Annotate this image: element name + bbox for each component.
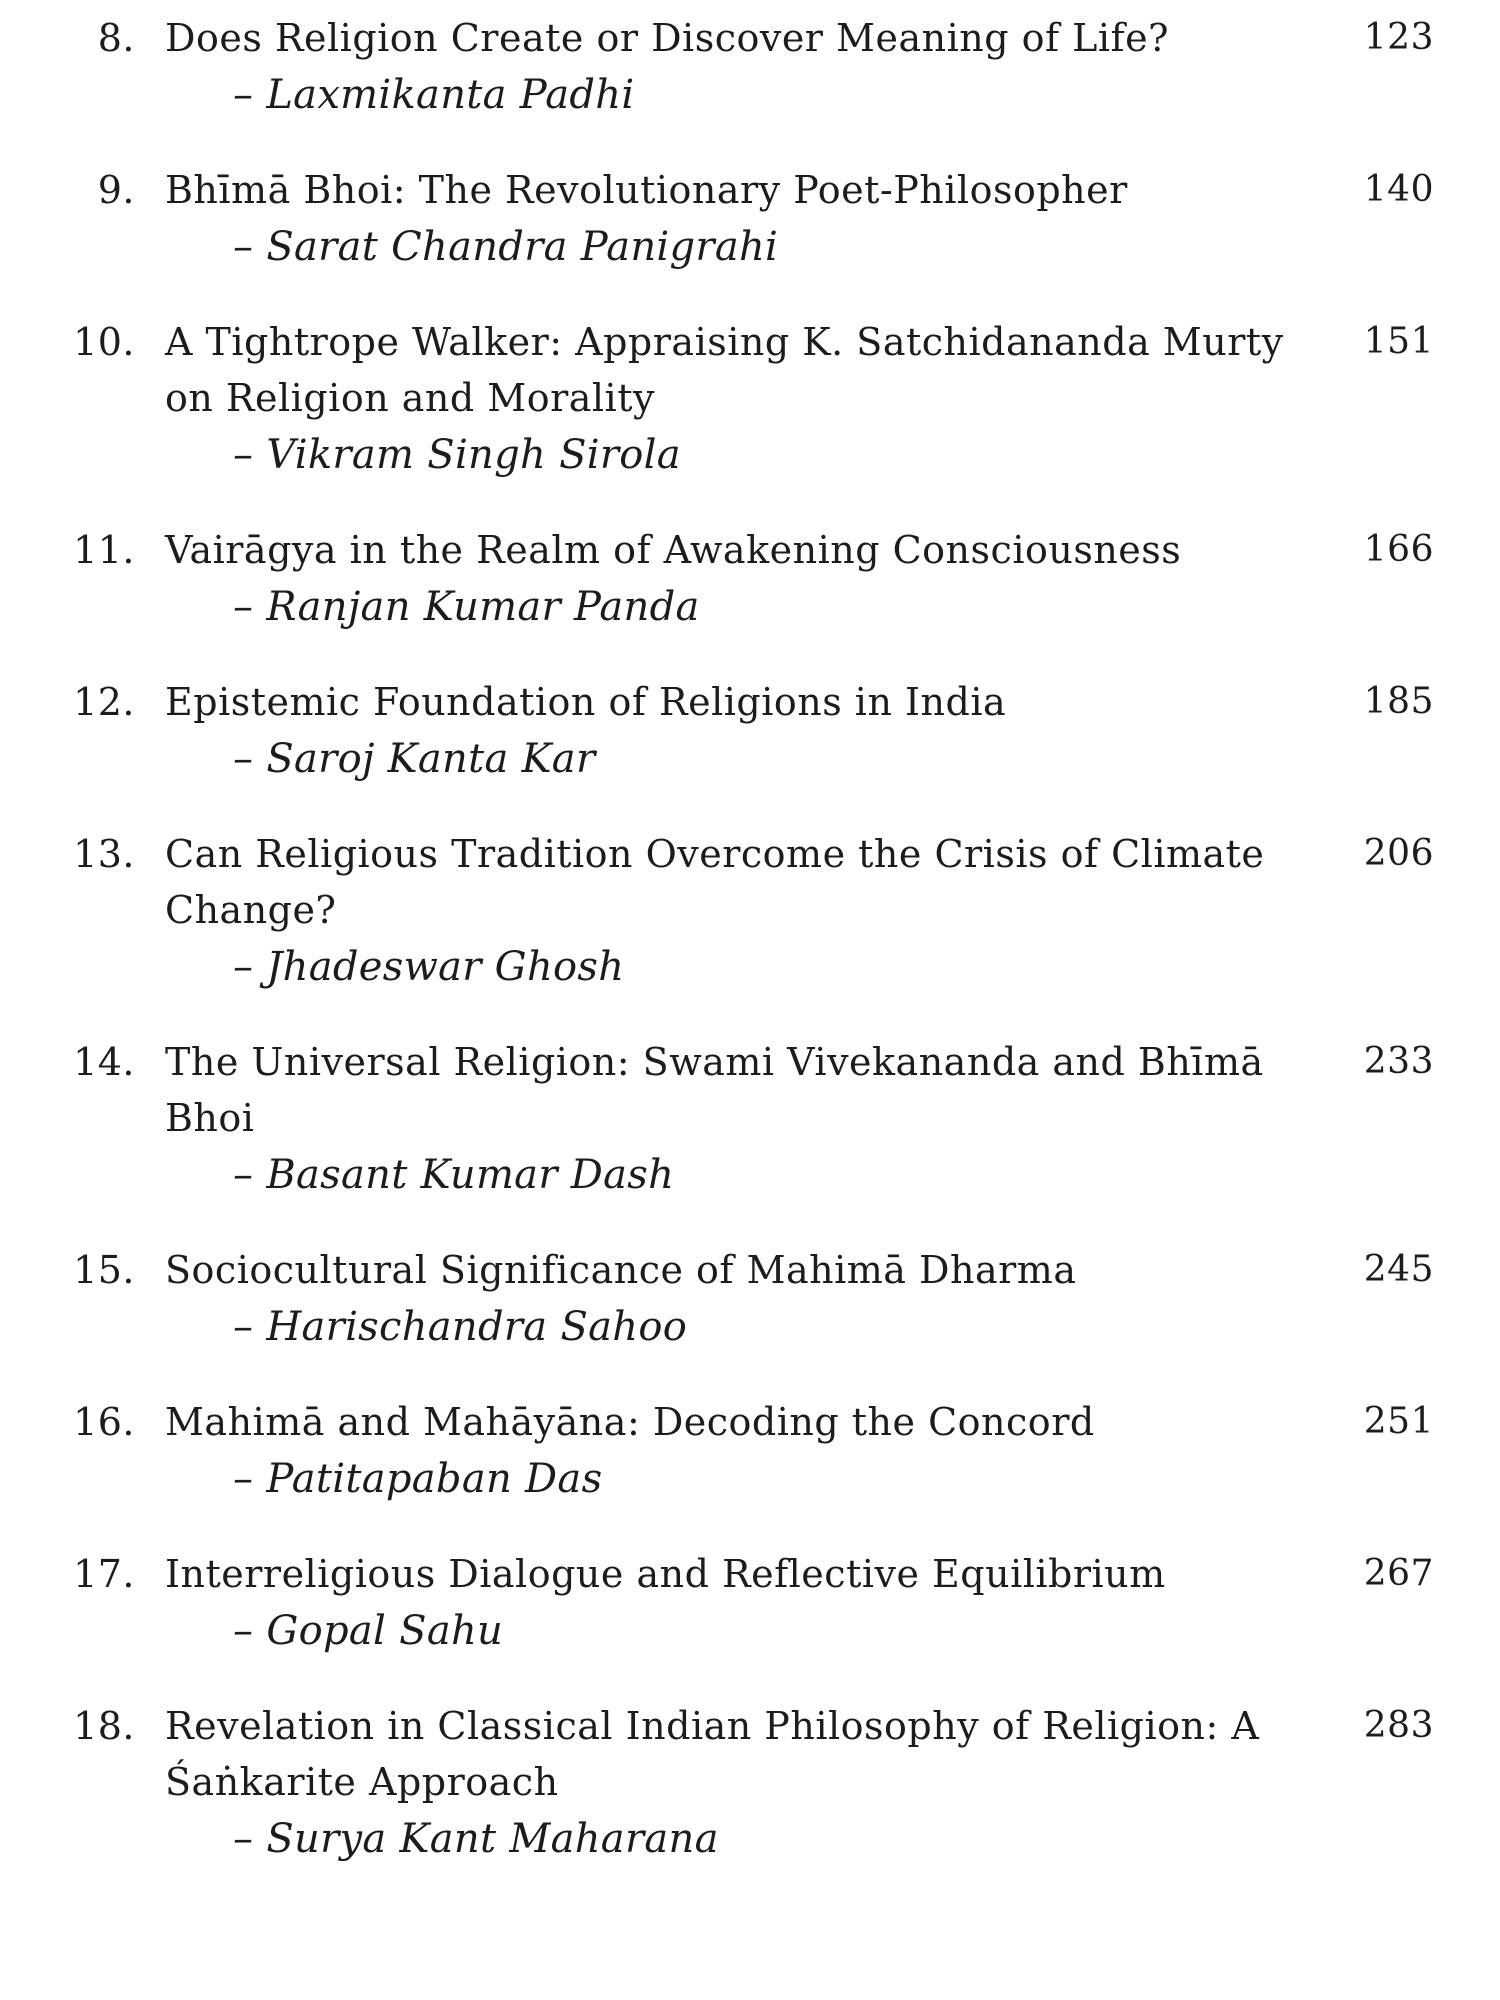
entry-number: 16. xyxy=(73,1400,135,1444)
entry-number: 17. xyxy=(73,1552,135,1596)
entry-body xyxy=(165,1394,1295,1508)
entry-body xyxy=(165,1546,1295,1660)
entry-author: – Patitapaban Das xyxy=(233,1456,603,1502)
entry-author: – Surya Kant Maharana xyxy=(233,1816,719,1862)
entry-page-number: 233 xyxy=(1363,1041,1434,1082)
entry-author: – Laxmikanta Padhi xyxy=(233,72,635,118)
entry-body xyxy=(165,674,1295,788)
entry-number: 8. xyxy=(97,16,135,60)
entry-title: A Tightrope Walker: Appraising K. Satchidananda Murty on Religion and Morality xyxy=(165,320,1284,420)
toc-entry xyxy=(0,1034,1500,1204)
entry-number: 15. xyxy=(73,1248,135,1292)
entry-title: Does Religion Create or Discover Meaning of Life? xyxy=(165,16,1169,60)
entry-author: – Saroj Kanta Kar xyxy=(233,736,596,782)
entry-title: The Universal Religion: Swami Vivekananda and Bhīmā Bhoi xyxy=(165,1040,1264,1140)
entry-page-number: 283 xyxy=(1363,1705,1434,1746)
entry-body xyxy=(165,162,1295,276)
entry-author: – Ranjan Kumar Panda xyxy=(233,584,700,630)
toc-entry xyxy=(0,1394,1500,1508)
entry-body xyxy=(165,522,1295,636)
toc-list xyxy=(0,10,1500,1906)
entry-body xyxy=(165,1242,1295,1356)
entry-page-number: 123 xyxy=(1363,17,1434,58)
entry-title: Vairāgya in the Realm of Awakening Consciousness xyxy=(165,528,1182,572)
entry-page-number: 267 xyxy=(1363,1553,1434,1594)
entry-title: Can Religious Tradition Overcome the Crisis of Climate Change? xyxy=(165,832,1265,932)
toc-entry xyxy=(0,162,1500,276)
entry-title: Sociocultural Significance of Mahimā Dharma xyxy=(165,1248,1077,1292)
entry-author: – Harischandra Sahoo xyxy=(233,1304,688,1350)
entry-author: – Basant Kumar Dash xyxy=(233,1152,675,1198)
entry-title: Epistemic Foundation of Religions in India xyxy=(165,680,1007,724)
entry-title: Mahimā and Mahāyāna: Decoding the Concord xyxy=(165,1400,1095,1444)
entry-body xyxy=(165,1034,1295,1204)
toc-entry xyxy=(0,10,1500,124)
entry-number: 13. xyxy=(73,832,135,876)
toc-entry xyxy=(0,522,1500,636)
toc-entry xyxy=(0,1698,1500,1868)
entry-number: 10. xyxy=(73,320,135,364)
entry-body xyxy=(165,314,1295,484)
toc-entry xyxy=(0,314,1500,484)
entry-title: Interreligious Dialogue and Reflective Equilibrium xyxy=(165,1552,1166,1596)
entry-body xyxy=(165,10,1295,124)
entry-page-number: 185 xyxy=(1363,681,1434,722)
entry-number: 9. xyxy=(97,168,135,212)
entry-page-number: 251 xyxy=(1363,1401,1434,1442)
entry-page-number: 140 xyxy=(1363,169,1434,210)
entry-title: Revelation in Classical Indian Philosophy of Religion: A Śaṅkarite Approach xyxy=(165,1704,1260,1804)
entry-page-number: 206 xyxy=(1363,833,1434,874)
entry-number: 12. xyxy=(73,680,135,724)
entry-title: Bhīmā Bhoi: The Revolutionary Poet-Philosopher xyxy=(165,168,1128,212)
entry-author: – Sarat Chandra Panigrahi xyxy=(233,224,779,270)
entry-number: 11. xyxy=(73,528,135,572)
entry-author: – Jhadeswar Ghosh xyxy=(233,944,625,990)
entry-number: 18. xyxy=(73,1704,135,1748)
entry-page-number: 166 xyxy=(1363,529,1434,570)
toc-entry xyxy=(0,1546,1500,1660)
entry-number: 14. xyxy=(73,1040,135,1084)
toc-entry xyxy=(0,674,1500,788)
entry-body xyxy=(165,826,1295,996)
toc-entry xyxy=(0,826,1500,996)
entry-body xyxy=(165,1698,1295,1868)
entry-author: – Vikram Singh Sirola xyxy=(233,432,681,478)
entry-page-number: 151 xyxy=(1363,321,1434,362)
entry-author: – Gopal Sahu xyxy=(233,1608,504,1654)
toc-entry xyxy=(0,1242,1500,1356)
entry-page-number: 245 xyxy=(1363,1249,1434,1290)
